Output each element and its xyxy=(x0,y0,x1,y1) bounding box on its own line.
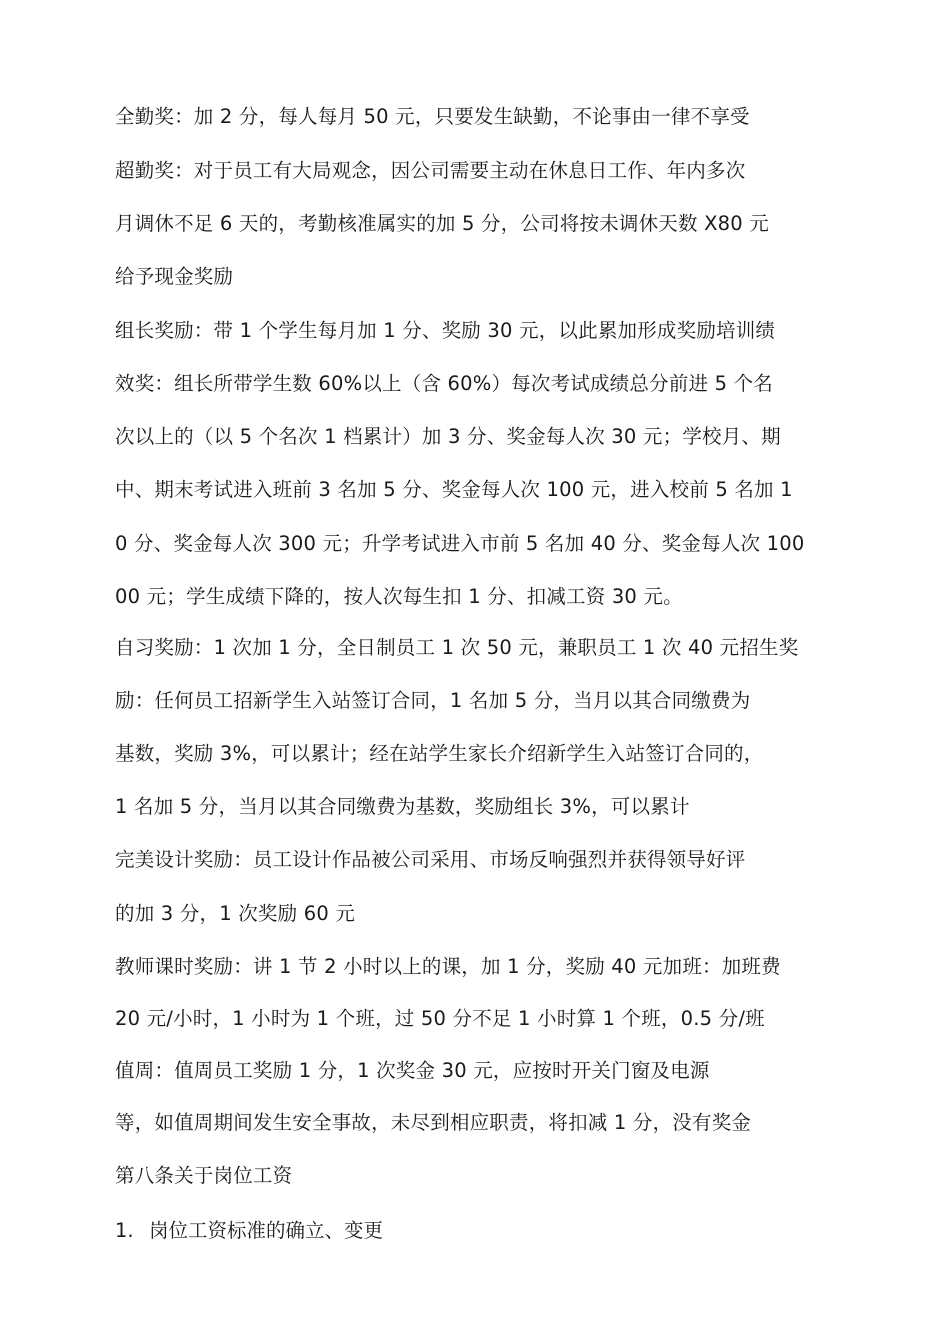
text-line: 00 元；学生成绩下降的，按人次每生扣 1 分、扣减工资 30 元。 xyxy=(115,585,683,608)
text-line: 中、期末考试进入班前 3 名加 5 分、奖金每人次 100 元，进入校前 5 名加 1 xyxy=(115,478,793,501)
text-line: 教师课时奖励：讲 1 节 2 小时以上的课，加 1 分，奖励 40 元加班：加班费 xyxy=(115,955,781,978)
text-line: 1 名加 5 分，当月以其合同缴费为基数，奖励组长 3%，可以累计 xyxy=(115,795,690,818)
numbered-list-item xyxy=(115,1218,383,1244)
text-line: 次以上的（以 5 个名次 1 档累计）加 3 分、奖金每人次 30 元；学校月、期 xyxy=(115,425,781,448)
text-line: 组长奖励：带 1 个学生每月加 1 分、奖励 30 元，以此累加形成奖励培训绩 xyxy=(115,319,776,342)
text-line: 全勤奖：加 2 分，每人每月 50 元，只要发生缺勤，不论事由一律不享受 xyxy=(115,105,750,128)
text-line: 励：任何员工招新学生入站签订合同，1 名加 5 分，当月以其合同缴费为 xyxy=(115,689,751,712)
text-line: 月调休不足 6 天的，考勤核准属实的加 5 分，公司将按未调休天数 X80 元 xyxy=(115,212,769,235)
text-line: 0 分、奖金每人次 300 元；升学考试进入市前 5 名加 40 分、奖金每人次 100 xyxy=(115,532,805,555)
text-line: 超勤奖：对于员工有大局观念，因公司需要主动在休息日工作、年内多次 xyxy=(115,159,746,182)
text-line: 完美设计奖励：员工设计作品被公司采用、市场反响强烈并获得领导好评 xyxy=(115,848,746,871)
text-line: 20 元/小时，1 小时为 1 个班，过 50 分不足 1 小时算 1 个班，0.5 分/班 xyxy=(115,1007,765,1030)
list-number: 1. xyxy=(115,1219,134,1242)
text-line: 的加 3 分，1 次奖励 60 元 xyxy=(115,902,356,925)
text-line: 基数，奖励 3%，可以累计；经在站学生家长介绍新学生入站签订合同的， xyxy=(115,742,764,765)
text-line: 自习奖励：1 次加 1 分，全日制员工 1 次 50 元，兼职员工 1 次 40 元招生奖 xyxy=(115,636,799,659)
text-line: 值周：值周员工奖励 1 分，1 次奖金 30 元，应按时开关门窗及电源 xyxy=(115,1059,710,1082)
list-item-text: 岗位工资标准的确立、变更 xyxy=(149,1219,384,1242)
text-line: 效奖：组长所带学生数 60%以上（含 60%）每次考试成绩总分前进 5 个名 xyxy=(115,372,773,395)
section-heading: 第八条关于岗位工资 xyxy=(115,1164,293,1187)
text-line: 等，如值周期间发生安全事故，未尽到相应职责，将扣减 1 分，没有奖金 xyxy=(115,1111,752,1134)
text-line: 给予现金奖励 xyxy=(115,265,234,288)
